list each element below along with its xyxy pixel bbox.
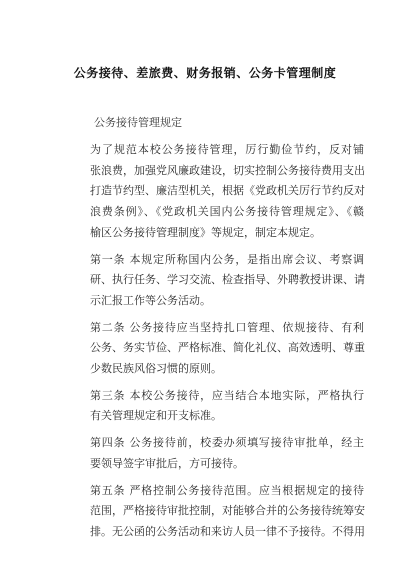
paragraph-article-4	[90, 433, 364, 474]
document-title: 公务接待、差旅费、财务报销、公务卡管理制度	[73, 66, 337, 80]
paragraph-line: 要领导签字审批后，方可接待。	[90, 456, 244, 470]
paragraph-line: 范围，严格接待审批控制，对能够合并的公务接待统筹安	[90, 504, 365, 518]
paragraph-line: 榆区公务接待管理制度》等规定，制定本规定。	[90, 225, 321, 239]
paragraph-line: 公务、务实节俭、严格标准、简化礼仪、高效透明、尊重	[90, 341, 365, 355]
paragraph-line: 示汇报工作等公务活动。	[90, 293, 211, 307]
paragraph-line: 第五条 严格控制公务接待范围。应当根据规定的接待	[90, 483, 364, 497]
paragraph-line: 打造节约型、廉洁型机关，根据《党政机关厉行节约反对	[90, 184, 365, 198]
paragraph-line: 排。无公函的公务活动和来访人员一律不予接待。不得用	[90, 524, 365, 538]
paragraph-line: 张浪费，加强党风廉政建设，切实控制公务接待费用支出	[90, 163, 365, 177]
paragraph-line: 浪费条例》、《党政机关国内公务接待管理规定》、《赣	[90, 205, 364, 219]
paragraph-line: 少数民族风俗习惯的原则。	[90, 362, 222, 376]
paragraph-line: 第一条 本规定所称国内公务，是指出席会议、考察调	[90, 252, 364, 266]
paragraph-intro	[90, 140, 364, 244]
paragraph-article-3	[90, 386, 364, 427]
paragraph-line: 为了规范本校公务接待管理，厉行勤俭节约，反对铺	[90, 143, 364, 156]
paragraph-line: 第二条 公务接待应当坚持扎口管理、依规接待、有利	[90, 320, 364, 334]
paragraph-article-2	[90, 318, 364, 380]
paragraph-line: 第三条 本校公务接待，应当结合本地实际，严格执行	[90, 388, 364, 402]
paragraph-article-5	[90, 481, 364, 543]
paragraph-line: 研、执行任务、学习交流、检查指导、外聘教授讲课、请	[90, 273, 365, 287]
paragraph-line: 第四条 公务接待前，校委办须填写接待审批单，经主	[90, 436, 364, 450]
section-heading: 公务接待管理规定	[94, 116, 182, 129]
paragraph-article-1	[90, 250, 364, 312]
paragraph-line: 有关管理规定和开支标准。	[90, 409, 222, 423]
document-body	[90, 116, 364, 549]
